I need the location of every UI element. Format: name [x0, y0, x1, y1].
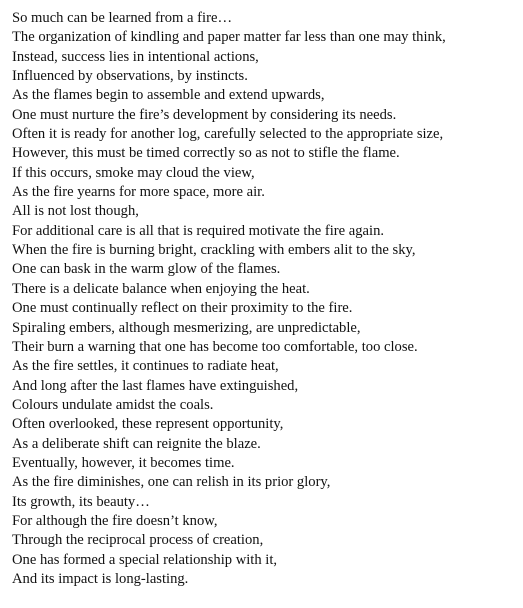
poem-line: Often overlooked, these represent opportunity,	[12, 416, 284, 433]
poem-line: As the fire diminishes, one can relish in its prior glory,	[12, 474, 331, 491]
poem-line: And long after the last flames have extinguished,	[12, 377, 299, 394]
poem-line: For additional care is all that is required motivate the fire again.	[12, 222, 385, 239]
poem-line: Instead, success lies in intentional actions,	[12, 48, 259, 65]
poem-line: One has formed a special relationship with it,	[12, 551, 278, 568]
poem-line: However, this must be timed correctly so as not to stifle the flame.	[12, 145, 400, 162]
poem-line: When the fire is burning bright, crackling with embers alit to the sky,	[12, 242, 416, 259]
poem-line: If this occurs, smoke may cloud the view,	[12, 164, 255, 181]
poem-line: And its impact is long-lasting.	[12, 570, 189, 587]
poem-line: There is a delicate balance when enjoying the heat.	[12, 280, 310, 297]
poem-line: Often it is ready for another log, carefully selected to the appropriate size,	[12, 126, 444, 143]
poem-line: As a deliberate shift can reignite the blaze.	[12, 435, 261, 452]
poem-line: One can bask in the warm glow of the flames.	[12, 261, 281, 278]
poem-line: For although the fire doesn’t know,	[12, 512, 218, 529]
poem-line: Its growth, its beauty…	[12, 493, 150, 510]
poem-line: One must nurture the fire’s development by considering its needs.	[12, 106, 397, 123]
poem-line: The organization of kindling and paper matter far less than one may think,	[12, 29, 446, 46]
poem-line: One must continually reflect on their proximity to the fire.	[12, 300, 353, 317]
poem-line: Colours undulate amidst the coals.	[12, 396, 214, 413]
poem-line: So much can be learned from a fire…	[12, 10, 233, 26]
poem-line: All is not lost though,	[12, 203, 139, 220]
poem-text	[12, 9, 446, 589]
poem-line: Spiraling embers, although mesmerizing, are unpredictable,	[12, 319, 361, 336]
poem-line: Eventually, however, it becomes time.	[12, 454, 235, 471]
poem-line: Their burn a warning that one has become too comfortable, too close.	[12, 338, 418, 355]
poem-line: As the fire settles, it continues to radiate heat,	[12, 358, 279, 375]
poem-line: As the fire yearns for more space, more air.	[12, 184, 265, 201]
poem-line: Through the reciprocal process of creation,	[12, 532, 264, 549]
poem-line: Influenced by observations, by instincts.	[12, 68, 248, 85]
poem-line: As the flames begin to assemble and extend upwards,	[12, 87, 325, 104]
